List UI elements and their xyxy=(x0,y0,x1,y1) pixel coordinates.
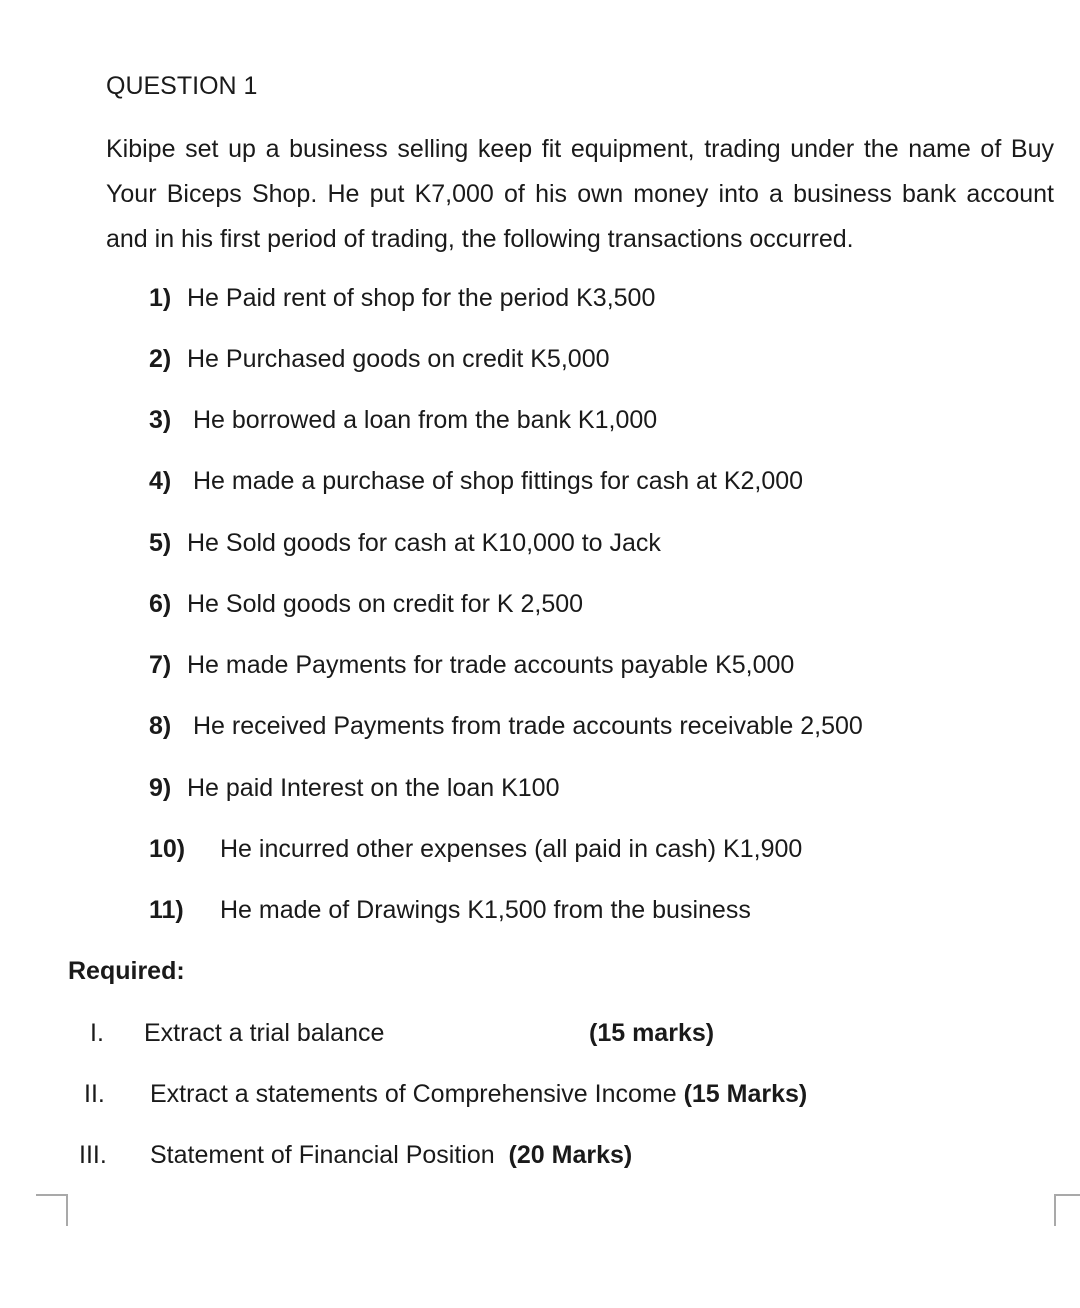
item-text: He incurred other expenses (all paid in cash) K1,900 xyxy=(220,835,803,863)
item-number: 10) xyxy=(149,835,186,863)
list-item xyxy=(149,529,661,558)
marks-label: (20 Marks) xyxy=(508,1141,633,1169)
required-numeral: I. xyxy=(90,1019,104,1047)
item-text: He Purchased goods on credit K5,000 xyxy=(187,345,610,373)
item-text: He Paid rent of shop for the period K3,500 xyxy=(187,284,656,312)
margin-corner-mark-left xyxy=(36,1194,68,1226)
list-item xyxy=(149,406,657,435)
item-number: 4) xyxy=(149,467,172,495)
required-item-text: Extract a trial balance xyxy=(144,1019,385,1047)
item-text: He made a purchase of shop fittings for cash at K2,000 xyxy=(193,467,804,495)
question-title: QUESTION 1 xyxy=(106,72,258,100)
marks-label: (15 marks) xyxy=(589,1019,715,1047)
list-item xyxy=(149,590,583,619)
item-text: He received Payments from trade accounts receivable 2,500 xyxy=(193,712,863,740)
marks-label: (15 Marks) xyxy=(683,1080,808,1108)
list-item xyxy=(149,896,751,925)
item-number: 3) xyxy=(149,406,172,434)
required-item-label: Statement of Financial Position xyxy=(150,1141,495,1169)
item-text: He paid Interest on the loan K100 xyxy=(187,774,560,802)
required-numeral: III. xyxy=(79,1141,107,1169)
list-item xyxy=(149,835,802,864)
item-number: 7) xyxy=(149,651,172,679)
item-number: 2) xyxy=(149,345,172,373)
required-item-text xyxy=(150,1080,807,1109)
list-item xyxy=(149,774,560,803)
list-item xyxy=(149,651,794,680)
item-text: He Sold goods for cash at K10,000 to Jack xyxy=(187,529,661,557)
required-item-label: Extract a statements of Comprehensive Income xyxy=(150,1080,677,1108)
list-item xyxy=(149,345,610,374)
item-text: He made of Drawings K1,500 from the business xyxy=(220,896,751,924)
margin-corner-mark-right xyxy=(1054,1194,1080,1226)
item-text: He made Payments for trade accounts payable K5,000 xyxy=(187,651,795,679)
item-number: 11) xyxy=(149,896,184,924)
list-item xyxy=(149,284,655,313)
item-text: He borrowed a loan from the bank K1,000 xyxy=(193,406,658,434)
item-number: 1) xyxy=(149,284,172,312)
required-item-text xyxy=(150,1141,632,1170)
item-number: 8) xyxy=(149,712,172,740)
question-intro: Kibipe set up a business selling keep fit equipment, trading under the name of Buy Your Biceps Shop. He put K7,000 of his own money into a business bank account and in his first period of trading, the following transactions occurred. xyxy=(106,135,1054,253)
list-item xyxy=(149,467,803,496)
list-item xyxy=(149,712,863,741)
item-number: 5) xyxy=(149,529,172,557)
item-text: He Sold goods on credit for K 2,500 xyxy=(187,590,584,618)
required-heading: Required: xyxy=(68,957,185,985)
required-numeral: II. xyxy=(84,1080,105,1108)
item-number: 6) xyxy=(149,590,172,618)
item-number: 9) xyxy=(149,774,172,802)
